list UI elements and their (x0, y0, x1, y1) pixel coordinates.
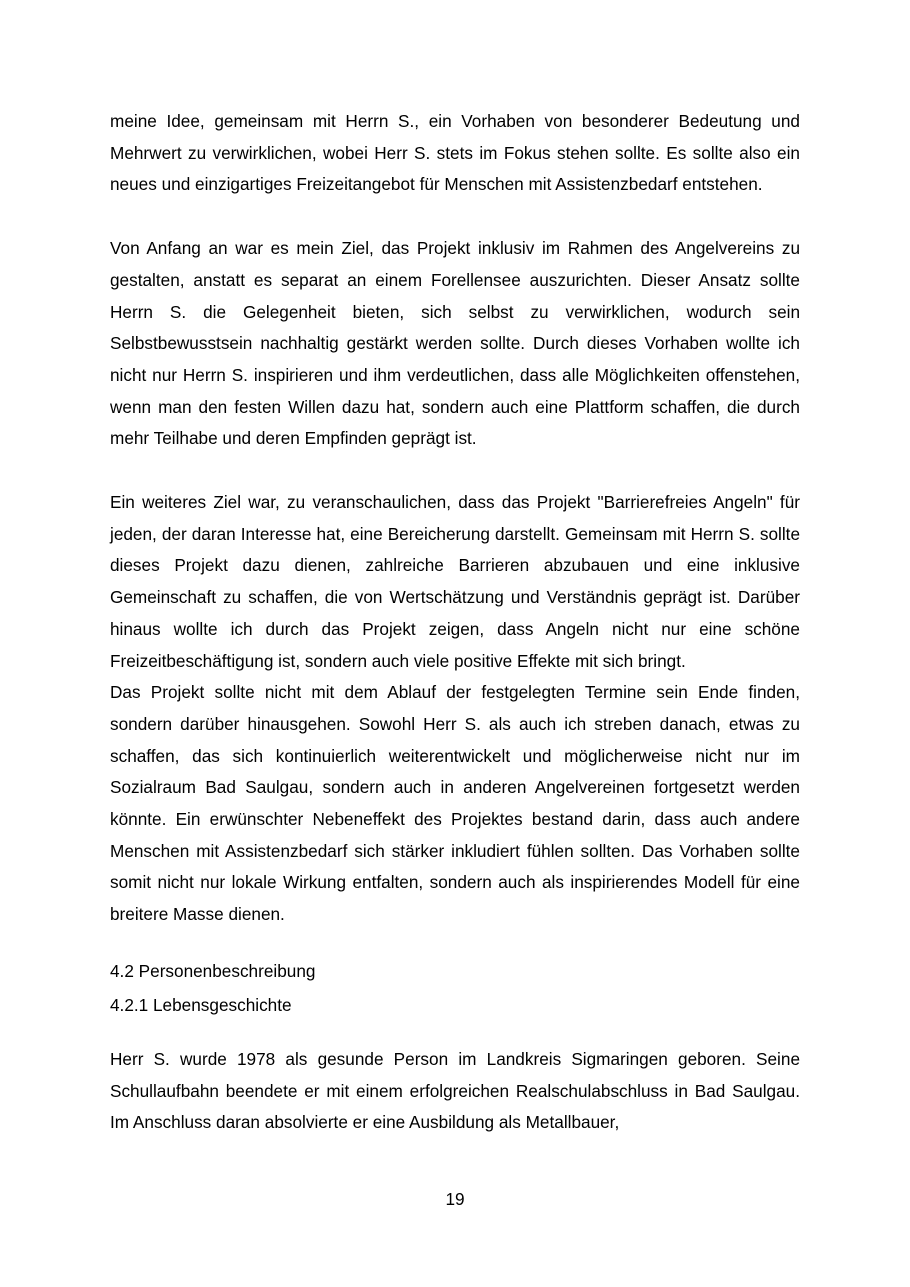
paragraph-life-story: Herr S. wurde 1978 als gesunde Person im Landkreis Sigmaringen geboren. Seine Schullaufbahn beendete er mit einem erfolgreichen Realschulabschluss in Bad Saulgau. Im Anschluss daran absolvierte er eine Ausbildung als Metallbauer, (110, 1048, 800, 1133)
paragraph-project-goal: Von Anfang an war es mein Ziel, das Projekt inklusiv im Rahmen des Angelvereins zu gestalten, anstatt es separat an einem Forellensee auszurichten. Dieser Ansatz sollte Herrn S. die Gelegenheit bieten, sich selbst zu verwirklichen, wodurch sein Selbstbewusstsein nachhaltig gestärkt werden sollte. Durch dieses Vorhaben wollte ich nicht nur Herrn S. inspirieren und ihm verdeutlichen, dass alle Möglichkeiten offenstehen, wenn man den festen Willen dazu hat, sondern auch eine Plattform schaffen, die durch mehr Teilhabe und deren Empfinden geprägt ist. (110, 238, 800, 449)
section-heading: 4.2 Personenbeschreibung (110, 960, 316, 981)
paragraph-further-goal: Ein weiteres Ziel war, zu veranschaulichen, dass das Projekt "Barrierefreies Angeln" für jeden, der daran Interesse hat, eine Bereicherung darstellt. Gemeinsam mit Herrn S. sollte dieses Projekt dazu dienen, zahlreiche Barrieren abzubauen und eine inklusive Gemeinschaft zu schaffen, die von Wertschätzung und Verständnis geprägt ist. Darüber hinaus wollte ich durch das Projekt zeigen, dass Angeln nicht nur eine schöne Freizeitbeschäftigung ist, sondern auch viele positive Effekte mit sich bringt. (110, 492, 800, 671)
paragraph-intro-continuation: meine Idee, gemeinsam mit Herrn S., ein Vorhaben von besonderer Bedeutung und Mehrwert zu verwirklichen, wobei Herr S. stets im Fokus stehen sollte. Es sollte also ein neues und einzigartiges Freizeitangebot für Menschen mit Assistenzbedarf entstehen. (110, 111, 800, 195)
subsection-heading: 4.2.1 Lebensgeschichte (110, 994, 292, 1015)
page-number: 19 (445, 1189, 465, 1209)
paragraph-project-continuation: Das Projekt sollte nicht mit dem Ablauf der festgelegten Termine sein Ende finden, sondern darüber hinausgehen. Sowohl Herr S. als auch ich streben danach, etwas zu schaffen, das sich kontinuierlich weiterentwickelt und möglicherweise nicht nur im Sozialraum Bad Saulgau, sondern auch in anderen Angelvereinen fortgesetzt werden könnte. Ein erwünschter Nebeneffekt des Projektes bestand darin, dass auch andere Menschen mit Assistenzbedarf sich stärker inkludiert fühlen sollten. Das Vorhaben sollte somit nicht nur lokale Wirkung entfalten, sondern auch als inspirierendes Modell für eine breitere Masse dienen. (110, 682, 800, 925)
page-content (110, 106, 800, 1139)
